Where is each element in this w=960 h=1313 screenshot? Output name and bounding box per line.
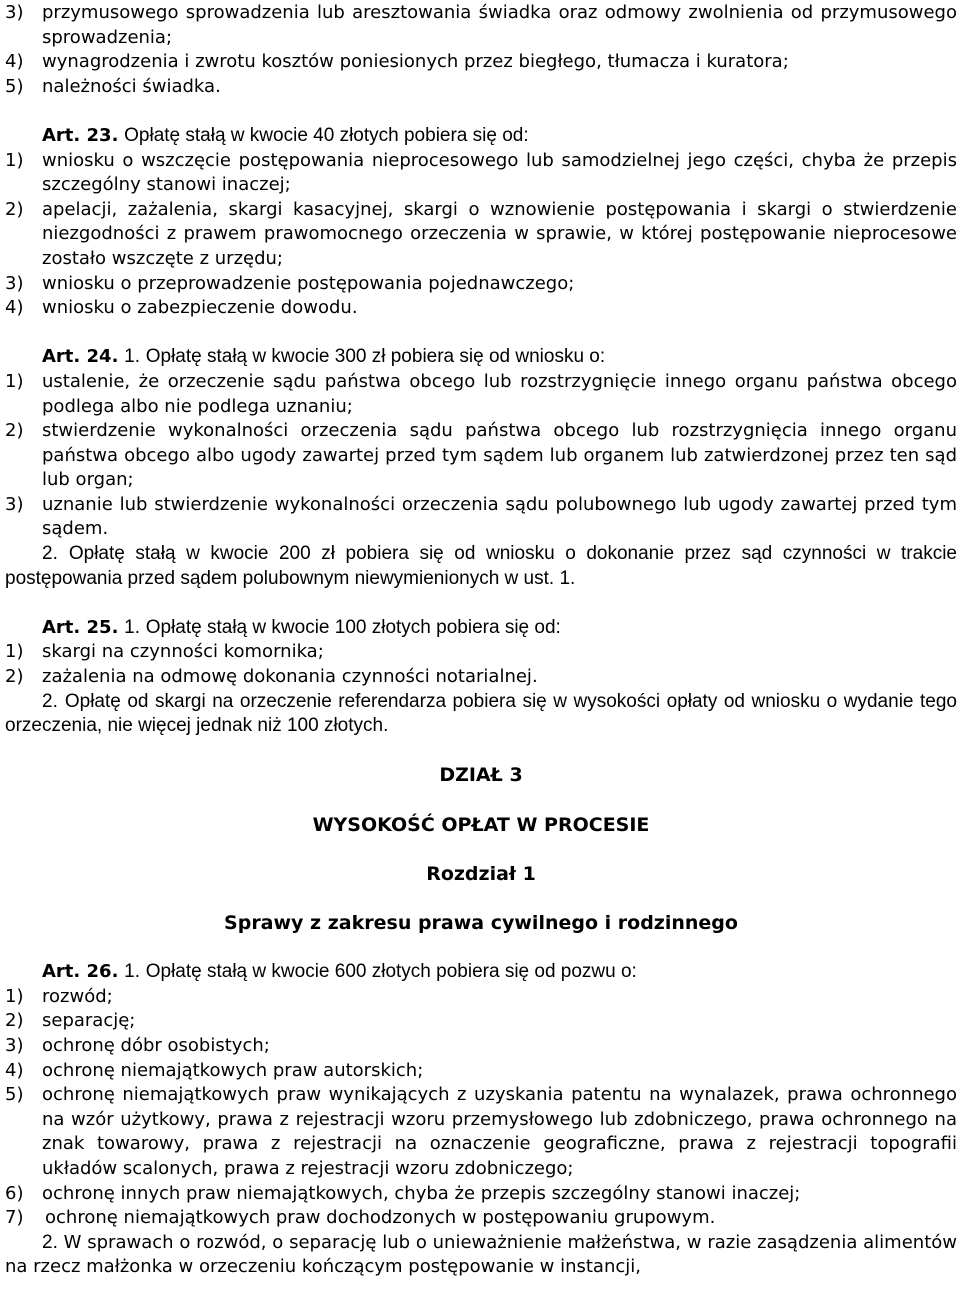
chapter-title: Sprawy z zakresu prawa cywilnego i rodzinnego [224,911,738,934]
article-26 [5,960,957,1280]
paragraph-text: W sprawach o rozwód, o separację lub o unieważnienie małżeństwa, w razie zasądzenia alimentów na rzecz małżonka w orzeczeniu kończącym postępowanie w instancji, [5,1231,957,1278]
list-item [5,1,957,50]
top-list [5,1,957,99]
paragraph-number: 1. [124,346,140,368]
item-text: ochronę niemajątkowych praw wynikających z uzyskania patentu na wynalazek, prawa ochronnego na wzór użytkowy, prawa z rejestracji wzoru przemysłowego lub zdobniczego, prawa ochronnego na znak towarowy, prawa z rejestracji na oznaczenie geograficzne, prawa z rejestracji topografii układów scalonych, prawa z rejestracji wzoru zdobniczego; [42,1084,957,1179]
article-intro: Opłatę stałą w kwocie 300 zł pobiera się od wniosku o: [145,346,606,368]
item-number: 7) [5,1207,24,1229]
item-number: 2) [5,1010,24,1032]
item-text: ochronę innych praw niemajątkowych, chyba że przepis szczególny stanowi inaczej; [42,1182,801,1204]
chapter-heading: Rozdział 1 [426,862,536,885]
item-number: 3) [5,493,24,515]
article-label: Art. 26. [42,961,119,983]
list-item [5,296,957,321]
item-number: 3) [5,272,24,294]
list-item [5,272,957,297]
item-text: uznanie lub stwierdzenie wykonalności orzeczenia sądu polubownego lub ugody zawartej przed tym sądem. [42,493,957,540]
item-text: separację; [42,1010,136,1032]
list-item [5,149,957,198]
item-text: wniosku o zabezpieczenie dowodu. [42,297,358,319]
item-text: wniosku o wszczęcie postępowania nieprocesowego lub samodzielnej jego części, chyba że przepis szczególny stanowi inaczej; [42,149,957,196]
item-text: przymusowego sprowadzenia lub aresztowania świadka oraz odmowy zwolnienia od przymusowego sprowadzenia; [42,2,957,48]
paragraph-2 [5,690,957,739]
list-item [5,419,957,493]
list-item [5,665,957,690]
paragraph-number: 2. [42,543,58,565]
article-label: Art. 23. [42,124,119,146]
division-title: WYSOKOŚĆ OPŁAT W PROCESIE [312,813,650,836]
list-item [5,1009,957,1034]
list-item [5,1034,957,1059]
article-intro: Opłatę stałą w kwocie 40 złotych pobiera się od: [124,124,529,146]
paragraph-number: 1. [124,616,140,638]
article-25 [5,616,957,739]
paragraph-text: Opłatę stałą w kwocie 200 zł pobiera się od wniosku o dokonanie przez sąd czynności w trakcie postępowania przed sądem polubownym niewymienionych w ust. 1. [5,543,957,589]
item-text: ochronę dóbr osobistych; [42,1034,270,1056]
article-heading [5,345,957,370]
list-item [5,1182,957,1207]
item-number: 2) [5,420,24,442]
paragraph-number: 2. [42,690,58,712]
list-item [5,493,957,542]
item-text: ochronę niemajątkowych praw autorskich; [42,1059,424,1081]
article-heading [5,616,957,641]
item-text: apelacji, zażalenia, skargi kasacyjnej, skargi o wznowienie postępowania i skargi o stwierdzenie niezgodności z prawem prawomocnego orzeczenia w sprawie, w której postępowanie nieprocesowe zostało wszczęte z urzędu; [42,198,957,269]
paragraph-number: 1. [124,961,140,983]
paragraph-2 [5,542,957,591]
paragraph-text: Opłatę od skargi na orzeczenie referendarza pobiera się w wysokości opłaty od wniosku o wydanie tego orzeczenia, nie więcej jednak niż 100 złotych. [5,690,957,737]
article-intro: Opłatę stałą w kwocie 600 złotych pobiera się od pozwu o: [145,961,637,983]
item-number: 2) [5,666,24,688]
article-heading [5,124,957,149]
item-text: rozwód; [42,985,113,1007]
list-item [5,75,957,100]
article-label: Art. 24. [42,346,119,368]
item-text: należności świadka. [42,75,221,97]
item-number: 4) [5,51,24,73]
division-heading: DZIAŁ 3 [439,764,523,787]
item-number: 1) [5,370,24,392]
item-text: wynagrodzenia i zwrotu kosztów poniesionych przez biegłego, tłumacza i kuratora; [42,51,789,73]
article-23 [5,124,957,321]
list-item [5,50,957,75]
item-number: 6) [5,1182,24,1204]
item-number: 2) [5,198,24,220]
item-text: wniosku o przeprowadzenie postępowania pojednawczego; [42,272,575,294]
document-page [5,1,957,1280]
list-item [5,198,957,272]
item-number: 3) [5,2,24,23]
paragraph-2 [5,1231,957,1280]
article-label: Art. 25. [42,616,119,638]
item-number: 4) [5,1059,24,1081]
article-24 [5,345,957,591]
paragraph-number: 2. [42,1231,58,1253]
item-text: ustalenie, że orzeczenie sądu państwa obcego lub rozstrzygnięcie innego organu państwa obcego podlega albo nie podlega uznaniu; [42,370,957,417]
item-number: 3) [5,1034,24,1056]
list-item [5,1083,957,1181]
item-number: 1) [5,641,24,663]
list-item [5,640,957,665]
list-item [5,985,957,1010]
item-text: stwierdzenie wykonalności orzeczenia sądu państwa obcego lub rozstrzygnięcia innego organu państwa obcego albo ugody zawartej przed tym sądem lub organem lub zatwierdzonej przez ten sąd lub organ; [42,420,957,491]
item-number: 1) [5,985,24,1007]
item-number: 5) [5,75,24,97]
article-intro: Opłatę stałą w kwocie 100 złotych pobiera się od: [145,616,561,638]
list-item [5,370,957,419]
item-text: zażalenia na odmowę dokonania czynności notarialnej. [42,666,538,688]
item-text: ochronę niemajątkowych praw dochodzonych w postępowaniu grupowym. [45,1207,716,1229]
item-text: skargi na czynności komornika; [42,641,324,663]
item-number: 1) [5,149,24,171]
article-heading [5,960,957,985]
item-number: 5) [5,1084,24,1106]
list-item [5,1059,957,1084]
list-item [5,1206,957,1231]
item-number: 4) [5,297,24,319]
